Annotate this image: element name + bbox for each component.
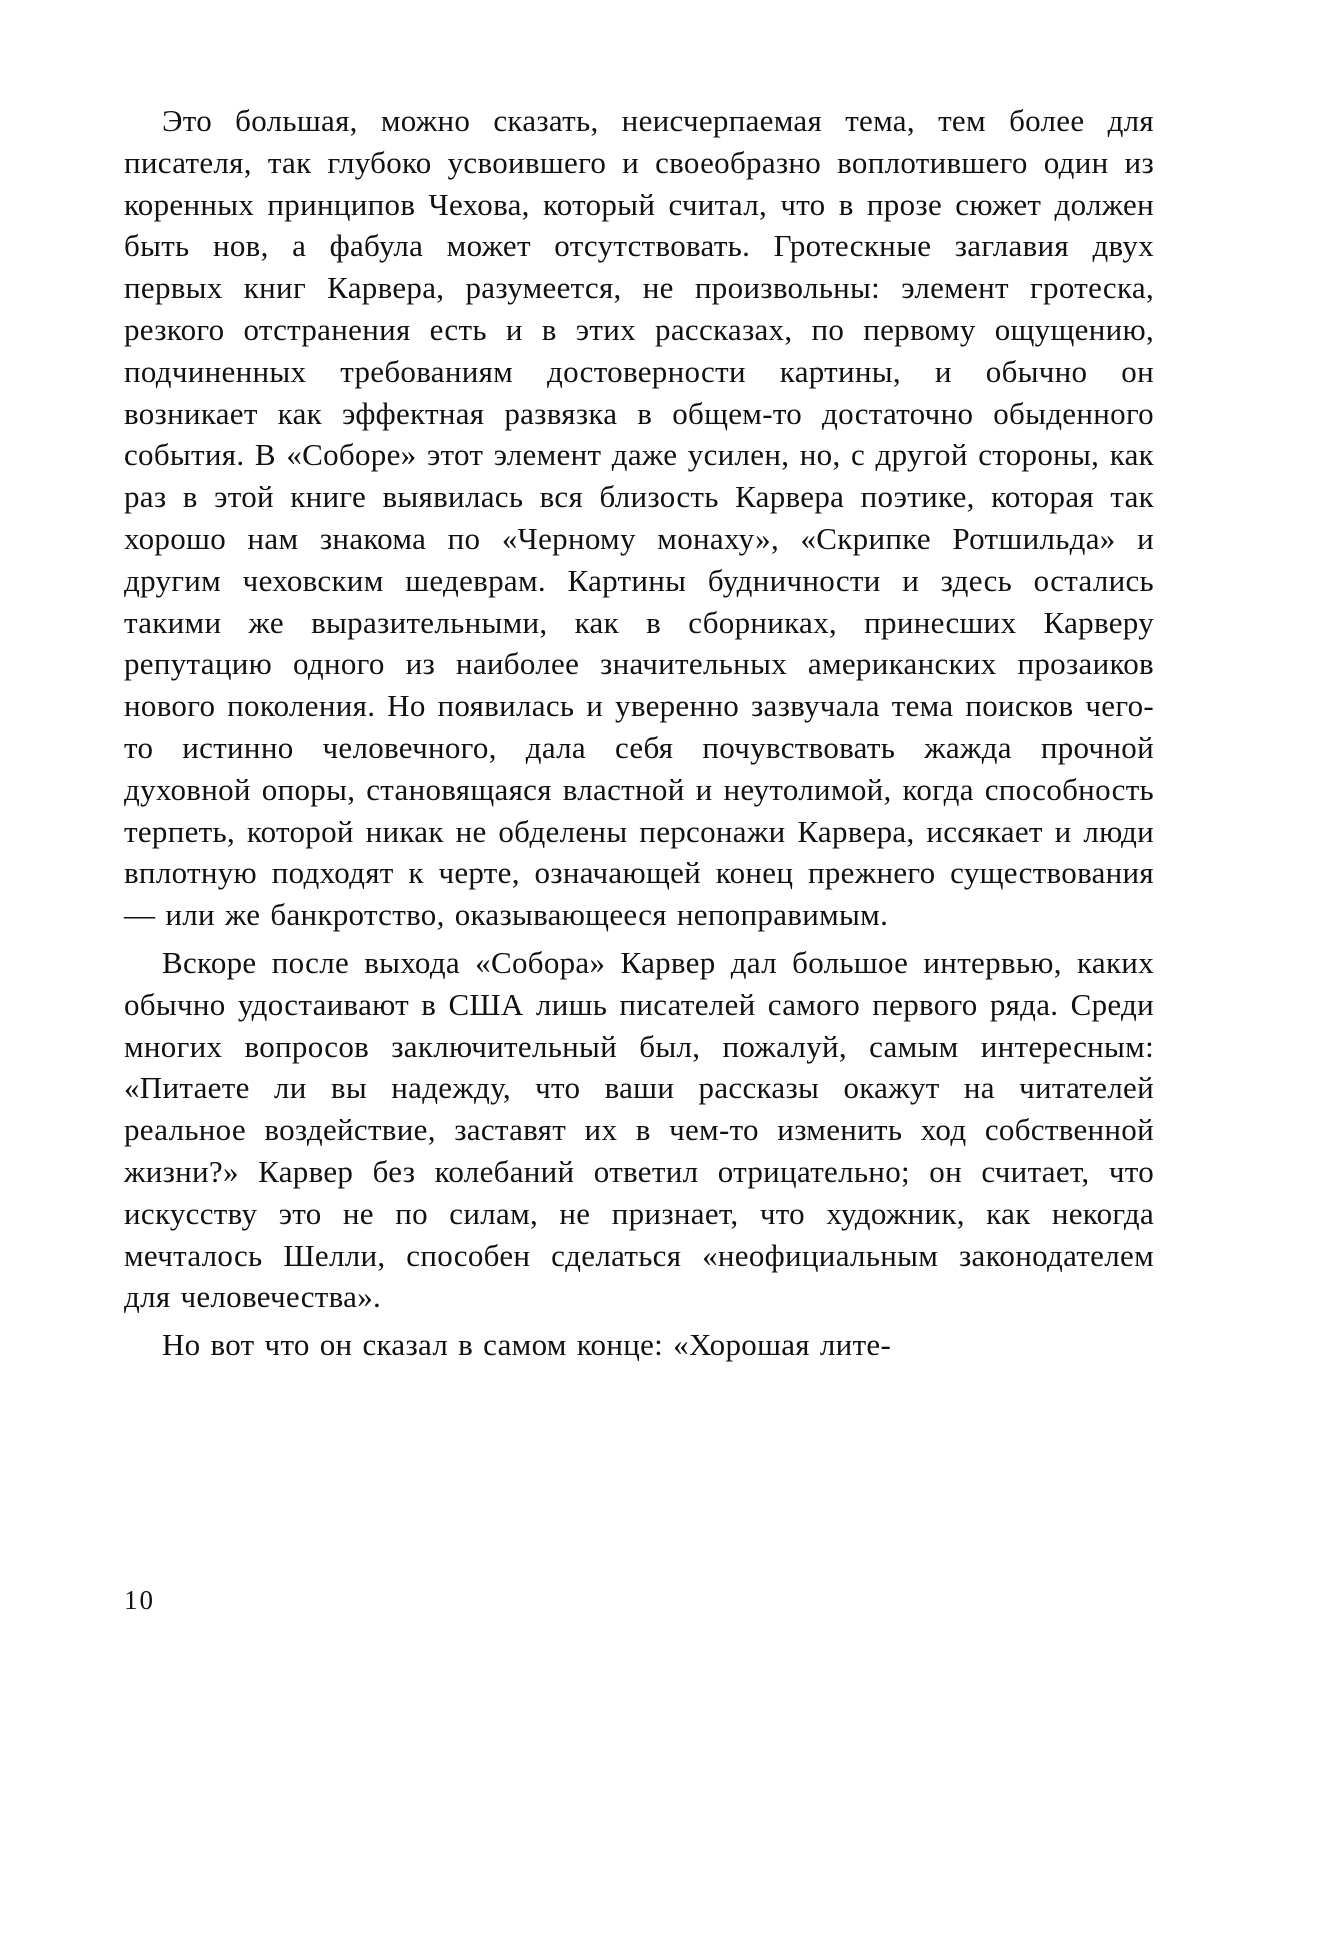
paragraph-3: Но вот что он сказал в самом конце: «Хорошая лите- bbox=[162, 1327, 892, 1363]
paragraph-1: Это большая, можно сказать, неисчерпаемая тема, тем более для писателя, так глубоко усвоившего и своеобразно воплотившего один из коренных принципов Чехова, который считал, что в прозе сюжет должен быть нов, а фабула может отсутствовать. Гротескные заглавия двух первых книг Карвера, разумеется, не произвольны: элемент гротеска, резкого отстранения есть и в этих рассказах, по первому ощущению, подчиненных требованиям достоверности картины, и обычно он возникает как эффектная развязка в общем-то достаточно обыденного события. В «Соборе» этот элемент даже усилен, но, с другой стороны, как раз в этой книге выявилась вся близость Карвера поэтике, которая так хорошо нам знакома по «Черному монаху», «Скрипке Ротшильда» и другим чеховским шедеврам. Картины будничности и здесь остались такими же выразительными, как в сборниках, принесших Карверу репутацию одного из наиболее значительных американских прозаиков нового поколения. Но появилась и уверенно зазвучала тема поисков чего-то истинно человечного, дала себя почувствовать жажда прочной духовной опоры, становящаяся властной и неутолимой, когда способность терпеть, которой никак не обделены персонажи Карвера, иссякает и люди вплотную подходят к черте, означающей конец прежнего существования — или же банкротство, оказывающееся непоправимым. bbox=[124, 103, 1154, 933]
body-text bbox=[124, 100, 1154, 1372]
page-number: 10 bbox=[124, 1585, 155, 1615]
paragraph-2: Вскоре после выхода «Собора» Карвер дал большое интервью, каких обычно удостаивают в США лишь писателей самого первого ряда. Среди многих вопросов заключительный был, пожалуй, самым интересным: «Питаете ли вы надежду, что ваши рассказы окажут на читателей реальное воздействие, заставят их в чем-то изменить ход собственной жизни?» Карвер без колебаний ответил отрицательно; он считает, что искусству это не по силам, не признает, что художник, как некогда мечталось Шелли, способен сделаться «неофициальным законодателем для человечества». bbox=[124, 944, 1154, 1315]
